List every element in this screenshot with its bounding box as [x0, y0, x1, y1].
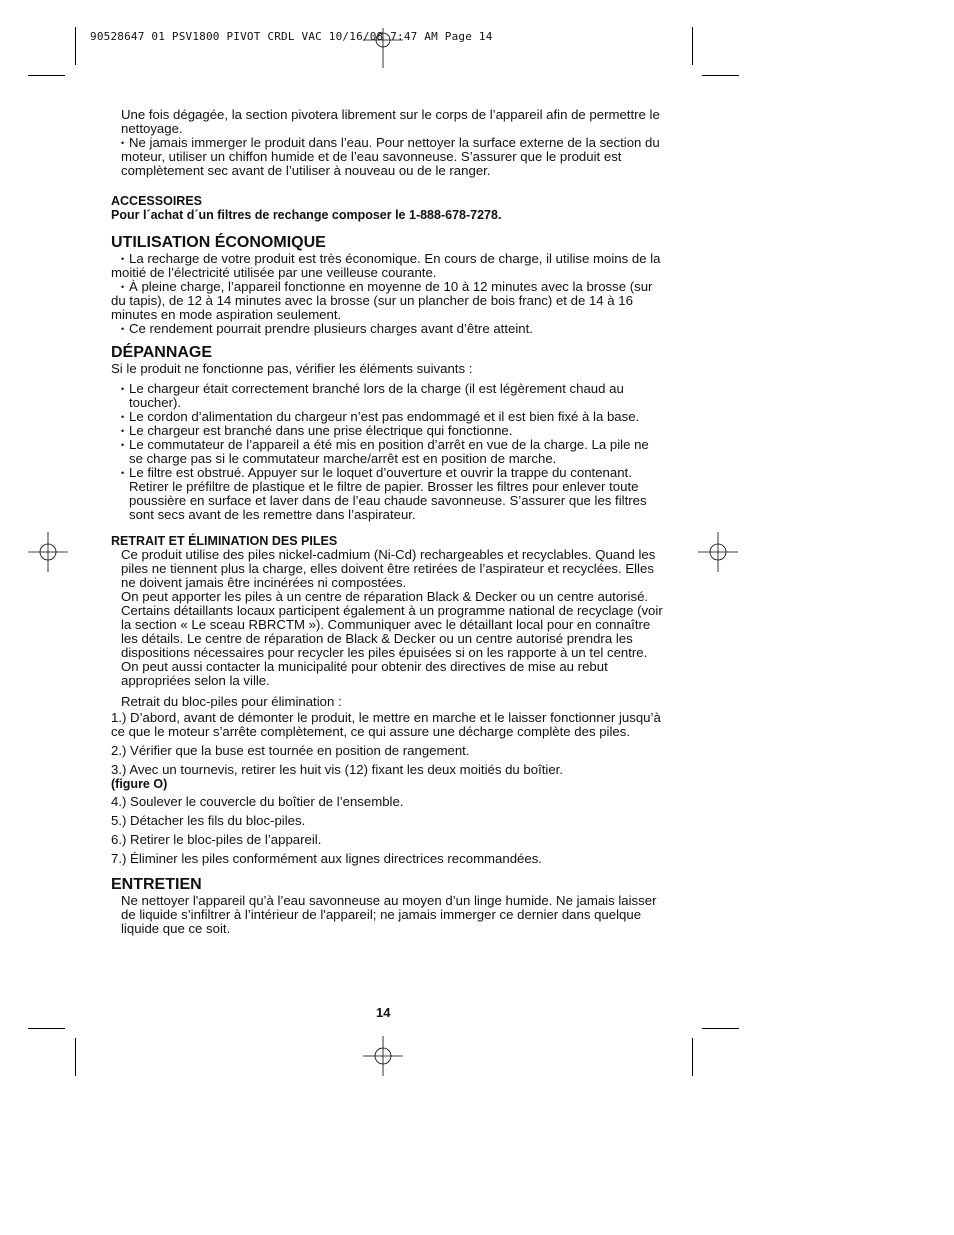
bullet-icon: •	[121, 426, 125, 436]
print-slug: 90528647 01 PSV1800 PIVOT CRDL VAC 10/16/08 7:47 AM Page 14	[90, 30, 493, 43]
bullet-icon: •	[121, 440, 125, 450]
bullet-icon: •	[121, 468, 125, 478]
crop-mark	[75, 27, 76, 65]
troubleshooting-bullet: • Le chargeur était correctement branché lors de la charge (il est légèrement chaud au toucher).	[121, 381, 624, 410]
crop-mark	[702, 75, 739, 76]
bullet-icon: •	[121, 138, 125, 148]
removal-step: 7.) Éliminer les piles conformément aux lignes directrices recommandées.	[111, 851, 542, 866]
crop-mark	[28, 1028, 65, 1029]
crop-mark	[692, 27, 693, 65]
economic-heading: UTILISATION ÉCONOMIQUE	[111, 234, 326, 251]
accessories-heading: ACCESSOIRES	[111, 194, 202, 208]
registration-mark-right	[698, 532, 738, 572]
intro-bullet: • Ne jamais immerger le produit dans l’eau. Pour nettoyer la surface externe de la section du moteur, utiliser un chiffon humide et de l’eau savonneuse. S’assurer que le produit est complètement sec avant de l’utiliser à nouveau ou de le ranger.	[121, 135, 660, 178]
crop-mark	[75, 1038, 76, 1076]
troubleshooting-bullet: • Le filtre est obstrué. Appuyer sur le loquet d’ouverture et ouvrir la trappe du contenant. Retirer le préfiltre de plastique et le filtre de papier. Brosser les filtres pour enlever toute poussière en surface et laver dans de l’eau chaude savonneuse. S’assurer que les filtres sont secs avant de les remettre dans l’aspirateur.	[121, 465, 647, 522]
crop-mark	[702, 1028, 739, 1029]
maintenance-heading: ENTRETIEN	[111, 876, 202, 893]
page-content	[111, 108, 663, 936]
troubleshooting-bullet: • Le commutateur de l’appareil a été mis en position d’arrêt en vue de la charge. La pile ne se charge pas si le commutateur marche/arrêt est en position de marche.	[121, 437, 649, 466]
economic-bullet: • À pleine charge, l’appareil fonctionne en moyenne de 10 à 12 minutes avec la brosse (sur du tapis), de 12 à 14 minutes avec la brosse (sur un plancher de bois franc) et de 14 à 16 minutes en mode aspiration seulement.	[111, 279, 653, 322]
removal-step: 5.) Détacher les fils du bloc-piles.	[111, 813, 306, 828]
bullet-icon: •	[121, 412, 125, 422]
bullet-icon: •	[121, 384, 125, 394]
registration-mark-top	[363, 28, 403, 68]
accessories-text: Pour l´achat d´un filtres de rechange composer le 1-888-678-7278.	[111, 208, 502, 222]
removal-step: 4.) Soulever le couvercle du boîtier de l’ensemble.	[111, 794, 404, 809]
batteries-heading: RETRAIT ET ÉLIMINATION DES PILES	[111, 534, 338, 548]
page-number: 14	[376, 1005, 391, 1020]
registration-mark-bottom	[363, 1036, 403, 1076]
economic-bullet: • Ce rendement pourrait prendre plusieurs charges avant d’être atteint.	[121, 321, 533, 336]
troubleshooting-intro: Si le produit ne fonctionne pas, vérifier les éléments suivants :	[111, 361, 473, 376]
crop-mark	[28, 75, 65, 76]
bullet-icon: •	[121, 324, 125, 334]
figure-reference: (figure O)	[111, 777, 168, 791]
troubleshooting-heading: DÉPANNAGE	[111, 344, 213, 361]
intro-paragraph: Une fois dégagée, la section pivotera librement sur le corps de l’appareil afin de permettre le nettoyage.	[121, 107, 660, 136]
removal-step: 2.) Vérifier que la buse est tournée en position de rangement.	[111, 743, 470, 758]
batteries-paragraph: Ce produit utilise des piles nickel-cadmium (Ni-Cd) rechargeables et recyclables. Quand les piles ne tiennent plus la charge, elles doivent être retirées de l’aspirateur et recyclées. Elles ne doivent jamais être incinérées ni compostées.	[121, 547, 656, 590]
removal-step: 6.) Retirer le bloc-piles de l’appareil.	[111, 832, 322, 847]
economic-bullet: • La recharge de votre produit est très économique. En cours de charge, il utilise moins de la moitié de l’électricité utilisée par une veilleuse courante.	[111, 251, 661, 280]
maintenance-text: Ne nettoyer l'appareil qu’à l’eau savonneuse au moyen d’un linge humide. Ne jamais laisser de liquide s’infiltrer à l’intérieur de l'appareil; ne jamais immerger ce dernier dans quelque liquide que ce soit.	[121, 893, 657, 936]
removal-step: 3.) Avec un tournevis, retirer les huit vis (12) fixant les deux moitiés du boîtier.	[111, 762, 564, 777]
troubleshooting-bullet: • Le cordon d’alimentation du chargeur n’est pas endommagé et il est bien fixé à la base.	[121, 409, 640, 424]
troubleshooting-bullet: • Le chargeur est branché dans une prise électrique qui fonctionne.	[121, 423, 513, 438]
registration-mark-left	[28, 532, 68, 572]
removal-intro: Retrait du bloc-piles pour élimination :	[121, 694, 342, 709]
bullet-icon: •	[121, 282, 125, 292]
removal-step: 1.) D’abord, avant de démonter le produit, le mettre en marche et le laisser fonctionner jusqu’à ce que le moteur s’arrête complètement, ce qui assure une décharge complète des piles.	[111, 710, 661, 739]
bullet-icon: •	[121, 254, 125, 264]
batteries-paragraph: On peut apporter les piles à un centre de réparation Black & Decker ou un centre autorisé. Certains détaillants locaux participent également à un programme national de recyclage (voir la section « Le sceau RBRCTM »). Communiquer avec le détaillant local pour en connaître les détails. Le centre de réparation de Black & Decker ou un centre autorisé prendra les dispositions nécessaires pour recycler les piles épuisées si on les rapporte à un tel centre. On peut aussi contacter la municipalité pour obtenir des directives de mise au rebut appropriées selon la ville.	[121, 589, 663, 688]
crop-mark	[692, 1038, 693, 1076]
